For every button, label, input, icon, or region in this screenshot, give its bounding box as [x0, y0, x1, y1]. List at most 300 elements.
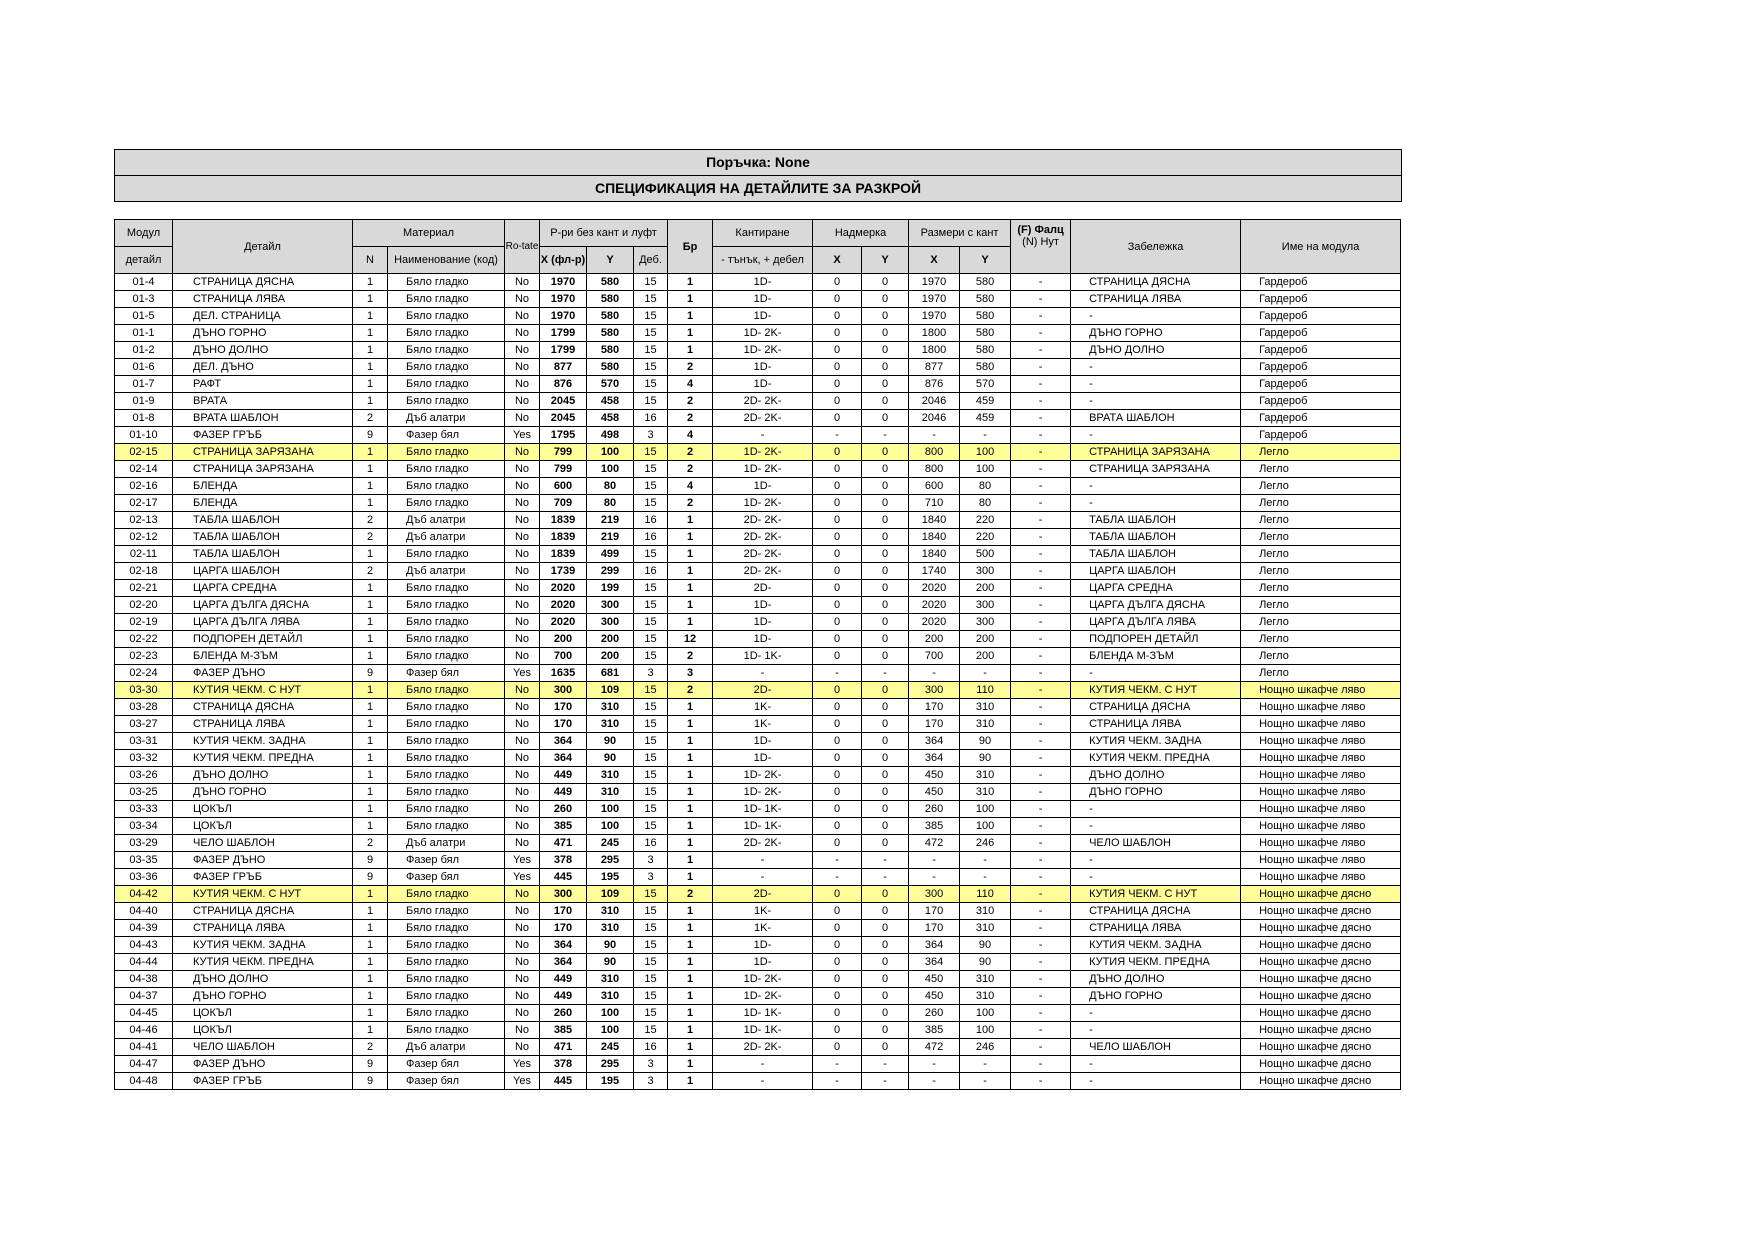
- cell-size-y: 458: [587, 410, 634, 427]
- cell-module-id: 01-9: [115, 393, 173, 410]
- cell-size-y: 310: [587, 784, 634, 801]
- cell-material-name: Бяло гладко: [388, 461, 505, 478]
- cell-allowance-x: 0: [813, 682, 862, 699]
- cell-material-n: 1: [353, 937, 388, 954]
- table-row: [115, 410, 1401, 427]
- cell-thickness: 15: [634, 801, 668, 818]
- cell-rotate: No: [505, 903, 540, 920]
- cell-allowance-y: 0: [862, 563, 909, 580]
- cell-edge-size-x: 877: [909, 359, 960, 376]
- cell-rotate: No: [505, 801, 540, 818]
- cell-detail-name: СТРАНИЦА ДЯСНА: [173, 274, 353, 291]
- document-header: [114, 149, 1402, 202]
- cell-allowance-x: 0: [813, 546, 862, 563]
- cell-size-x: 876: [540, 376, 587, 393]
- cell-module-name: Нощно шкафче дясно: [1241, 1039, 1401, 1056]
- cell-edging: 2D- 2K-: [713, 512, 813, 529]
- cell-edging: 2D-: [713, 682, 813, 699]
- cell-edge-size-x: 1800: [909, 325, 960, 342]
- table-row: [115, 393, 1401, 410]
- cell-edge-size-x: 1970: [909, 308, 960, 325]
- cell-quantity: 1: [668, 937, 713, 954]
- cell-detail-name: ФАЗЕР ГРЪБ: [173, 869, 353, 886]
- cell-quantity: 2: [668, 886, 713, 903]
- cell-module-name: Нощно шкафче дясно: [1241, 903, 1401, 920]
- table-row: [115, 682, 1401, 699]
- cell-quantity: 1: [668, 325, 713, 342]
- cell-allowance-y: 0: [862, 937, 909, 954]
- cell-size-x: 445: [540, 869, 587, 886]
- col-material: Материал: [353, 220, 505, 247]
- cell-edge-size-x: 170: [909, 920, 960, 937]
- cell-size-x: 471: [540, 835, 587, 852]
- cell-module-name: Нощно шкафче ляво: [1241, 801, 1401, 818]
- cell-allowance-y: -: [862, 1056, 909, 1073]
- cell-edge-size-x: 1970: [909, 274, 960, 291]
- cell-thickness: 15: [634, 359, 668, 376]
- cell-module-name: Легло: [1241, 648, 1401, 665]
- cell-size-x: 170: [540, 920, 587, 937]
- cell-material-name: Бяло гладко: [388, 393, 505, 410]
- cell-edging: -: [713, 852, 813, 869]
- cell-rotate: No: [505, 308, 540, 325]
- table-row: [115, 597, 1401, 614]
- cell-detail-name: ФАЗЕР ГРЪБ: [173, 1073, 353, 1090]
- cell-module-name: Нощно шкафче ляво: [1241, 733, 1401, 750]
- cell-size-x: 445: [540, 1073, 587, 1090]
- cell-module-name: Нощно шкафче дясно: [1241, 1005, 1401, 1022]
- cell-allowance-y: 0: [862, 325, 909, 342]
- cell-edging: 1D- 1K-: [713, 801, 813, 818]
- cell-thickness: 15: [634, 937, 668, 954]
- cell-allowance-x: 0: [813, 750, 862, 767]
- cell-edge-size-x: 300: [909, 682, 960, 699]
- col-thickness: Деб.: [634, 247, 668, 274]
- table-row: [115, 971, 1401, 988]
- cell-material-name: Бяло гладко: [388, 648, 505, 665]
- table-row: [115, 1039, 1401, 1056]
- cell-module-name: Легло: [1241, 444, 1401, 461]
- cell-module-id: 03-25: [115, 784, 173, 801]
- cell-size-y: 100: [587, 801, 634, 818]
- cell-module-id: 03-33: [115, 801, 173, 818]
- cell-thickness: 3: [634, 852, 668, 869]
- cell-allowance-y: 0: [862, 529, 909, 546]
- cell-allowance-x: 0: [813, 376, 862, 393]
- cell-module-id: 04-39: [115, 920, 173, 937]
- cell-rotate: No: [505, 750, 540, 767]
- cell-size-y: 90: [587, 750, 634, 767]
- cell-size-y: 310: [587, 699, 634, 716]
- cell-allowance-y: -: [862, 665, 909, 682]
- cell-size-x: 1970: [540, 291, 587, 308]
- cell-allowance-x: 0: [813, 274, 862, 291]
- cell-size-y: 299: [587, 563, 634, 580]
- cell-size-y: 580: [587, 342, 634, 359]
- table-row: [115, 852, 1401, 869]
- cell-size-y: 310: [587, 971, 634, 988]
- cell-size-y: 200: [587, 648, 634, 665]
- cell-allowance-x: 0: [813, 1039, 862, 1056]
- cell-quantity: 1: [668, 1039, 713, 1056]
- cell-edging: 2D- 2K-: [713, 410, 813, 427]
- cell-allowance-y: -: [862, 1073, 909, 1090]
- cell-note: БЛЕНДА М-ЗЪМ: [1071, 648, 1241, 665]
- cell-detail-name: ЦОКЪЛ: [173, 1022, 353, 1039]
- cell-module-name: Гардероб: [1241, 274, 1401, 291]
- cell-edging: 1D- 2K-: [713, 495, 813, 512]
- cell-size-y: 90: [587, 937, 634, 954]
- cell-edge-size-y: -: [960, 665, 1011, 682]
- cell-rebate-groove: -: [1011, 988, 1071, 1005]
- cell-thickness: 15: [634, 274, 668, 291]
- cell-module-id: 02-14: [115, 461, 173, 478]
- cell-allowance-y: 0: [862, 393, 909, 410]
- table-row: [115, 665, 1401, 682]
- cell-material-name: Бяло гладко: [388, 291, 505, 308]
- cell-material-n: 1: [353, 767, 388, 784]
- cell-rotate: No: [505, 716, 540, 733]
- cell-note: СТРАНИЦА ДЯСНА: [1071, 699, 1241, 716]
- cell-detail-name: ЧЕЛО ШАБЛОН: [173, 1039, 353, 1056]
- cell-material-n: 1: [353, 1005, 388, 1022]
- table-row: [115, 716, 1401, 733]
- cell-size-x: 378: [540, 852, 587, 869]
- cell-module-id: 04-37: [115, 988, 173, 1005]
- cell-material-name: Фазер бял: [388, 665, 505, 682]
- cell-module-id: 04-41: [115, 1039, 173, 1056]
- cell-quantity: 3: [668, 665, 713, 682]
- cell-size-y: 499: [587, 546, 634, 563]
- cell-edging: 1D- 2K-: [713, 325, 813, 342]
- cell-allowance-x: -: [813, 427, 862, 444]
- cell-rotate: No: [505, 767, 540, 784]
- table-row: [115, 563, 1401, 580]
- cell-edge-size-y: 310: [960, 903, 1011, 920]
- cell-module-name: Нощно шкафче дясно: [1241, 1073, 1401, 1090]
- cell-thickness: 15: [634, 614, 668, 631]
- cell-edging: 1K-: [713, 903, 813, 920]
- cell-detail-name: ФАЗЕР ДЪНО: [173, 1056, 353, 1073]
- cell-quantity: 1: [668, 614, 713, 631]
- cell-rotate: No: [505, 495, 540, 512]
- cell-allowance-x: 0: [813, 699, 862, 716]
- cell-rebate-groove: -: [1011, 1056, 1071, 1073]
- cell-size-x: 378: [540, 1056, 587, 1073]
- cell-material-name: Дъб алатри: [388, 410, 505, 427]
- cell-material-name: Дъб алатри: [388, 835, 505, 852]
- cell-allowance-y: 0: [862, 954, 909, 971]
- cell-module-name: Гардероб: [1241, 376, 1401, 393]
- table-row: [115, 444, 1401, 461]
- table-row: [115, 614, 1401, 631]
- cell-module-id: 02-24: [115, 665, 173, 682]
- cell-note: СТРАНИЦА ДЯСНА: [1071, 274, 1241, 291]
- cell-material-n: 1: [353, 359, 388, 376]
- cell-rotate: No: [505, 648, 540, 665]
- cell-material-n: 9: [353, 852, 388, 869]
- cell-allowance-y: 0: [862, 580, 909, 597]
- cell-size-x: 449: [540, 971, 587, 988]
- cell-edge-size-y: 90: [960, 954, 1011, 971]
- cell-module-id: 03-26: [115, 767, 173, 784]
- cell-edge-size-y: 110: [960, 682, 1011, 699]
- cell-edging: 1K-: [713, 699, 813, 716]
- cell-note: -: [1071, 1005, 1241, 1022]
- table-row: [115, 750, 1401, 767]
- cell-allowance-x: 0: [813, 767, 862, 784]
- cell-quantity: 1: [668, 512, 713, 529]
- cell-material-name: Дъб алатри: [388, 1039, 505, 1056]
- cell-quantity: 1: [668, 988, 713, 1005]
- cell-module-name: Гардероб: [1241, 325, 1401, 342]
- cell-quantity: 1: [668, 1005, 713, 1022]
- cell-material-name: Бяло гладко: [388, 342, 505, 359]
- cell-note: КУТИЯ ЧЕКМ. С НУТ: [1071, 886, 1241, 903]
- cell-allowance-y: 0: [862, 359, 909, 376]
- cell-material-n: 1: [353, 750, 388, 767]
- cell-detail-name: КУТИЯ ЧЕКМ. С НУТ: [173, 682, 353, 699]
- cell-module-id: 02-19: [115, 614, 173, 631]
- cell-allowance-x: 0: [813, 784, 862, 801]
- col-allow-x: X: [813, 247, 862, 274]
- cell-quantity: 1: [668, 903, 713, 920]
- cell-material-n: 1: [353, 784, 388, 801]
- cell-quantity: 2: [668, 410, 713, 427]
- cell-thickness: 15: [634, 733, 668, 750]
- cell-rebate-groove: -: [1011, 682, 1071, 699]
- cell-edge-size-y: 80: [960, 495, 1011, 512]
- cell-thickness: 15: [634, 920, 668, 937]
- cell-quantity: 1: [668, 767, 713, 784]
- cell-rotate: No: [505, 1022, 540, 1039]
- col-edging-sub: - тънък, + дебел: [713, 247, 813, 274]
- cell-allowance-y: 0: [862, 818, 909, 835]
- cell-edge-size-y: 200: [960, 631, 1011, 648]
- cell-detail-name: ВРАТА: [173, 393, 353, 410]
- cell-edging: 1D- 1K-: [713, 648, 813, 665]
- cell-size-x: 449: [540, 767, 587, 784]
- table-row: [115, 767, 1401, 784]
- cell-quantity: 2: [668, 682, 713, 699]
- cell-size-y: 580: [587, 291, 634, 308]
- table-row: [115, 733, 1401, 750]
- cell-material-name: Бяло гладко: [388, 546, 505, 563]
- cell-module-name: Нощно шкафче ляво: [1241, 869, 1401, 886]
- cell-rebate-groove: -: [1011, 852, 1071, 869]
- cell-material-n: 9: [353, 665, 388, 682]
- cell-rebate-groove: -: [1011, 1073, 1071, 1090]
- cell-material-n: 2: [353, 1039, 388, 1056]
- cell-edge-size-y: 300: [960, 614, 1011, 631]
- cell-edge-size-x: 170: [909, 903, 960, 920]
- cell-detail-name: СТРАНИЦА ЛЯВА: [173, 920, 353, 937]
- cell-edge-size-x: 472: [909, 835, 960, 852]
- cell-module-name: Легло: [1241, 478, 1401, 495]
- cell-module-id: 02-21: [115, 580, 173, 597]
- cell-edge-size-y: 110: [960, 886, 1011, 903]
- cell-detail-name: КУТИЯ ЧЕКМ. ПРЕДНА: [173, 750, 353, 767]
- cell-edging: 1D-: [713, 359, 813, 376]
- cell-edge-size-x: 385: [909, 818, 960, 835]
- table-row: [115, 699, 1401, 716]
- cell-edge-size-y: 310: [960, 784, 1011, 801]
- cell-size-x: 877: [540, 359, 587, 376]
- cell-module-id: 01-7: [115, 376, 173, 393]
- cell-module-name: Легло: [1241, 614, 1401, 631]
- cell-size-y: 219: [587, 529, 634, 546]
- cell-note: СТРАНИЦА ЗАРЯЗАНА: [1071, 444, 1241, 461]
- col-rotate: Ro-tate: [505, 220, 540, 274]
- cell-thickness: 15: [634, 767, 668, 784]
- cell-material-n: 1: [353, 920, 388, 937]
- cell-thickness: 15: [634, 393, 668, 410]
- cell-allowance-y: 0: [862, 648, 909, 665]
- cell-material-name: Бяло гладко: [388, 1022, 505, 1039]
- cell-detail-name: СТРАНИЦА ДЯСНА: [173, 699, 353, 716]
- cell-size-x: 1970: [540, 274, 587, 291]
- col-edging: Кантиране: [713, 220, 813, 247]
- cell-edge-size-x: 450: [909, 988, 960, 1005]
- cell-module-id: 04-42: [115, 886, 173, 903]
- cell-detail-name: ЧЕЛО ШАБЛОН: [173, 835, 353, 852]
- cell-size-y: 310: [587, 903, 634, 920]
- cell-quantity: 1: [668, 869, 713, 886]
- cell-rebate-groove: -: [1011, 308, 1071, 325]
- cell-module-id: 01-10: [115, 427, 173, 444]
- cell-size-x: 1795: [540, 427, 587, 444]
- cell-edge-size-x: 170: [909, 699, 960, 716]
- cell-rebate-groove: -: [1011, 903, 1071, 920]
- cell-allowance-y: 0: [862, 597, 909, 614]
- cell-rotate: No: [505, 631, 540, 648]
- cell-detail-name: СТРАНИЦА ЛЯВА: [173, 291, 353, 308]
- cell-module-id: 04-47: [115, 1056, 173, 1073]
- cell-material-n: 1: [353, 393, 388, 410]
- cell-allowance-x: 0: [813, 580, 862, 597]
- cell-note: СТРАНИЦА ДЯСНА: [1071, 903, 1241, 920]
- cell-rebate-groove: -: [1011, 1005, 1071, 1022]
- cell-material-name: Бяло гладко: [388, 971, 505, 988]
- cell-size-x: 600: [540, 478, 587, 495]
- table-row: [115, 342, 1401, 359]
- cell-edging: 1D- 1K-: [713, 1005, 813, 1022]
- cell-allowance-x: -: [813, 1056, 862, 1073]
- cell-note: ДЪНО ГОРНО: [1071, 988, 1241, 1005]
- cell-detail-name: ДЪНО ДОЛНО: [173, 971, 353, 988]
- cell-module-id: 01-6: [115, 359, 173, 376]
- cell-rotate: No: [505, 376, 540, 393]
- table-row: [115, 546, 1401, 563]
- cell-thickness: 15: [634, 597, 668, 614]
- cell-thickness: 15: [634, 444, 668, 461]
- cell-quantity: 1: [668, 750, 713, 767]
- cell-quantity: 1: [668, 784, 713, 801]
- cell-edging: 1D-: [713, 631, 813, 648]
- cell-size-y: 580: [587, 359, 634, 376]
- cell-rotate: No: [505, 733, 540, 750]
- cell-module-id: 03-32: [115, 750, 173, 767]
- cell-rebate-groove: -: [1011, 699, 1071, 716]
- cell-size-y: 310: [587, 716, 634, 733]
- cell-edging: -: [713, 869, 813, 886]
- cell-rotate: No: [505, 410, 540, 427]
- cell-edge-size-y: 459: [960, 393, 1011, 410]
- cell-thickness: 15: [634, 682, 668, 699]
- cell-detail-name: ТАБЛА ШАБЛОН: [173, 512, 353, 529]
- cell-module-id: 04-38: [115, 971, 173, 988]
- cell-module-id: 04-40: [115, 903, 173, 920]
- cell-rotate: No: [505, 682, 540, 699]
- table-row: [115, 920, 1401, 937]
- cell-material-name: Бяло гладко: [388, 1005, 505, 1022]
- cell-edging: 2D- 2K-: [713, 563, 813, 580]
- cell-edge-size-x: 260: [909, 801, 960, 818]
- cell-rotate: No: [505, 291, 540, 308]
- cell-module-name: Гардероб: [1241, 427, 1401, 444]
- cell-detail-name: КУТИЯ ЧЕКМ. ЗАДНА: [173, 937, 353, 954]
- cell-module-name: Нощно шкафче дясно: [1241, 1022, 1401, 1039]
- cell-module-id: 03-27: [115, 716, 173, 733]
- cell-quantity: 1: [668, 699, 713, 716]
- cell-note: ТАБЛА ШАБЛОН: [1071, 546, 1241, 563]
- cell-material-name: Бяло гладко: [388, 801, 505, 818]
- cell-size-x: 300: [540, 886, 587, 903]
- table-row: [115, 308, 1401, 325]
- cell-rotate: No: [505, 954, 540, 971]
- cell-module-name: Нощно шкафче дясно: [1241, 954, 1401, 971]
- cell-rotate: No: [505, 359, 540, 376]
- cell-quantity: 1: [668, 1073, 713, 1090]
- cell-module-name: Легло: [1241, 597, 1401, 614]
- cell-thickness: 15: [634, 648, 668, 665]
- cell-size-y: 109: [587, 682, 634, 699]
- cell-thickness: 15: [634, 954, 668, 971]
- cell-material-n: 1: [353, 580, 388, 597]
- cell-allowance-x: 0: [813, 733, 862, 750]
- cell-material-name: Бяло гладко: [388, 614, 505, 631]
- cell-material-n: 9: [353, 1056, 388, 1073]
- cell-allowance-x: 0: [813, 495, 862, 512]
- cell-allowance-x: 0: [813, 597, 862, 614]
- cell-material-name: Бяло гладко: [388, 478, 505, 495]
- cell-size-x: 364: [540, 954, 587, 971]
- cell-allowance-x: -: [813, 1073, 862, 1090]
- cell-material-n: 2: [353, 835, 388, 852]
- cell-note: ТАБЛА ШАБЛОН: [1071, 512, 1241, 529]
- cell-detail-name: ВРАТА ШАБЛОН: [173, 410, 353, 427]
- cell-quantity: 1: [668, 716, 713, 733]
- cell-allowance-x: 0: [813, 937, 862, 954]
- cell-material-n: 1: [353, 597, 388, 614]
- cell-edge-size-y: 310: [960, 699, 1011, 716]
- cell-module-name: Легло: [1241, 563, 1401, 580]
- cell-module-name: Нощно шкафче ляво: [1241, 767, 1401, 784]
- cell-allowance-x: 0: [813, 886, 862, 903]
- cell-edge-size-x: 385: [909, 1022, 960, 1039]
- cell-edging: 1D- 2K-: [713, 461, 813, 478]
- cell-rebate-groove: -: [1011, 495, 1071, 512]
- cell-material-name: Фазер бял: [388, 1056, 505, 1073]
- cell-edging: 1D- 2K-: [713, 784, 813, 801]
- cell-allowance-y: 0: [862, 971, 909, 988]
- cell-edge-size-x: 472: [909, 1039, 960, 1056]
- table-row: [115, 580, 1401, 597]
- cell-note: СТРАНИЦА ЛЯВА: [1071, 716, 1241, 733]
- cell-rebate-groove: -: [1011, 291, 1071, 308]
- cell-note: КУТИЯ ЧЕКМ. ЗАДНА: [1071, 733, 1241, 750]
- cell-rotate: No: [505, 988, 540, 1005]
